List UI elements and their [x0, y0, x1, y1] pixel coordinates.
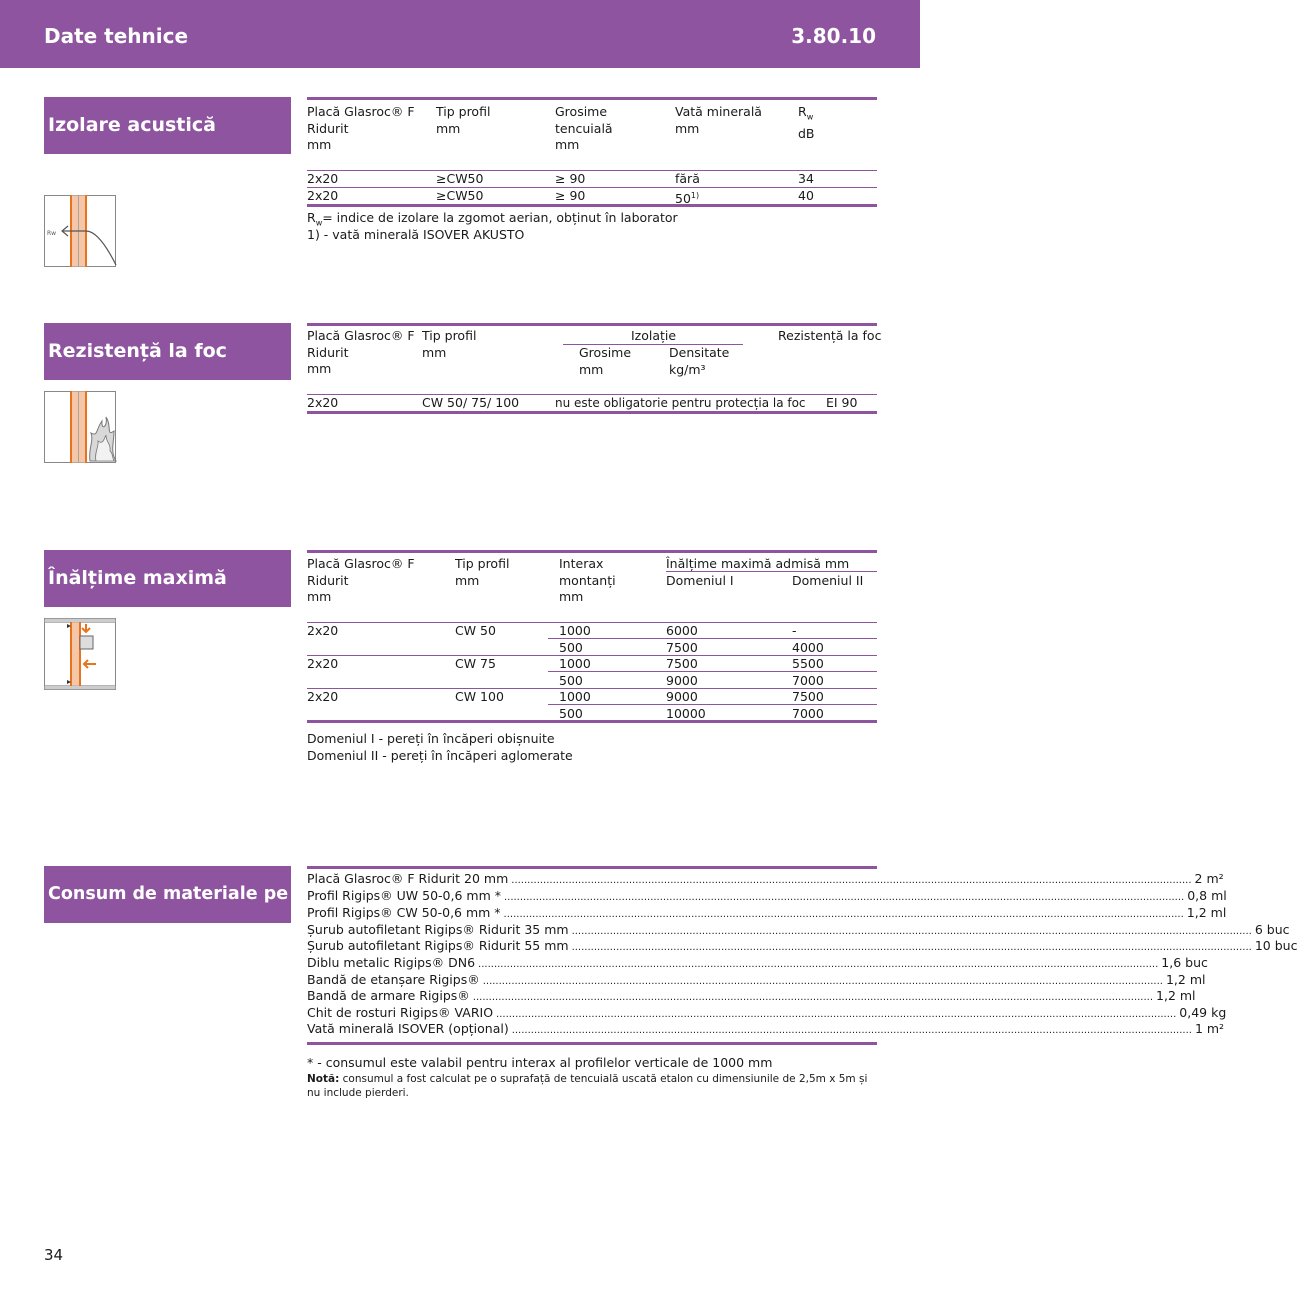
materials-nota: Notă: consumul a fost calculat pe o suprafață de tencuială uscată etalon cu dimensiunile de 2,5m x 5m și nu include pierderi.: [307, 1073, 868, 1099]
material-item: Vată minerală ISOVER (opțional) ..... 1 m²: [307, 1021, 877, 1038]
acoustic-col4-header: Vată minerală mm: [675, 104, 762, 136]
rw-label: Rw: [47, 230, 57, 237]
section-title-materials: Consum de materiale pe m²: [44, 866, 291, 923]
height-cell: 1000: [559, 623, 591, 638]
height-cell: 1000: [559, 656, 591, 671]
height-cell: 7000: [792, 673, 824, 688]
height-note-2: Domeniul II - pereți în încăperi aglomerate: [307, 748, 573, 763]
material-item: Chit de rosturi Rigips® VARIO ..... 0,49 kg: [307, 1005, 877, 1022]
material-item: Profil Rigips® CW 50-0,6 mm * ..... 1,2 ml: [307, 905, 877, 922]
acoustic-note-2: 1) - vată minerală ISOVER AKUSTO: [307, 227, 525, 242]
page-number: 34: [44, 1246, 64, 1264]
acoustic-col2-header: Tip profil mm: [436, 104, 491, 136]
page-header: [0, 0, 920, 68]
height-dom1-header: Domeniul I: [666, 573, 734, 588]
material-item: Șurub autofiletant Rigips® Ridurit 55 mm ..... 10 buc: [307, 938, 877, 955]
height-group2-profil: CW 75: [455, 656, 496, 671]
height-cell: 7500: [792, 689, 824, 704]
fire-grosime-header: Grosime mm: [579, 345, 632, 377]
height-cell: 1000: [559, 689, 591, 704]
material-item: Bandă de etanșare Rigips® ..... 1,2 ml: [307, 972, 877, 989]
header-code: 3.80.10: [791, 24, 876, 48]
material-item: Diblu metalic Rigips® DN6 ..... 1,6 buc: [307, 955, 877, 972]
section-title-fire: Rezistență la foc: [44, 323, 291, 380]
height-max-header: Înălțime maximă admisă mm: [666, 556, 850, 571]
height-cell: 500: [559, 706, 583, 721]
fire-col1-header: Placă Glasroc® F Ridurit mm: [307, 328, 415, 376]
acoustic-col1-header: Placă Glasroc® F Ridurit mm: [307, 104, 415, 152]
height-cell: 9000: [666, 689, 698, 704]
fire-col2-header: Tip profil mm: [422, 328, 477, 360]
material-item: Bandă de armare Rigips® ..... 1,2 ml: [307, 988, 877, 1005]
height-col2-header: Tip profil mm: [455, 556, 510, 588]
fire-wall-diagram: [44, 391, 117, 463]
height-group3-profil: CW 100: [455, 689, 504, 704]
height-col1-header: Placă Glasroc® F Ridurit mm: [307, 556, 415, 604]
material-item: Șurub autofiletant Rigips® Ridurit 35 mm ..... 6 buc: [307, 922, 877, 939]
acoustic-col5-header: $R_w$ dB: [798, 104, 815, 141]
height-cell: 7000: [792, 706, 824, 721]
fire-densitate-header: Densitate kg/m³: [669, 345, 730, 377]
height-cell: 7500: [666, 640, 698, 655]
acoustic-note-1: $R_w=$ indice de izolare la zgomot aerian, obținut în laborator: [307, 210, 678, 228]
acoustic-top-rule: [307, 97, 877, 100]
section-title-height: Înălțime maximă: [44, 550, 291, 607]
height-col3-header: Interax montanți mm: [559, 556, 616, 604]
fire-rezistenta-header: Rezistență la foc: [778, 328, 882, 343]
height-cell: -: [792, 623, 797, 638]
height-group1-placa: 2x20: [307, 623, 339, 638]
height-cell: 10000: [666, 706, 706, 721]
height-group3-placa: 2x20: [307, 689, 339, 704]
height-cell: 500: [559, 673, 583, 688]
height-cell: 6000: [666, 623, 698, 638]
material-item: Placă Glasroc® F Ridurit 20 mm ..... 2 m²: [307, 871, 877, 888]
height-dom2-header: Domeniul II: [792, 573, 864, 588]
height-wall-diagram: [44, 618, 117, 690]
materials-footnote: * - consumul este valabil pentru interax al profilelor verticale de 1000 mm: [307, 1055, 773, 1070]
height-cell: 4000: [792, 640, 824, 655]
height-cell: 9000: [666, 673, 698, 688]
fire-izolatie-header: Izolație: [631, 328, 677, 343]
height-group1-profil: CW 50: [455, 623, 496, 638]
height-cell: 5500: [792, 656, 824, 671]
acoustic-wall-diagram: [44, 195, 117, 267]
height-cell: 500: [559, 640, 583, 655]
header-title: Date tehnice: [44, 24, 189, 48]
acoustic-col3-header: Grosime tencuială mm: [555, 104, 613, 152]
height-group2-placa: 2x20: [307, 656, 339, 671]
section-title-acoustic: Izolare acustică: [44, 97, 291, 154]
height-note-1: Domeniul I - pereți în încăperi obișnuite: [307, 731, 555, 746]
material-item: Profil Rigips® UW 50-0,6 mm * ..... 0,8 ml: [307, 888, 877, 905]
height-cell: 7500: [666, 656, 698, 671]
